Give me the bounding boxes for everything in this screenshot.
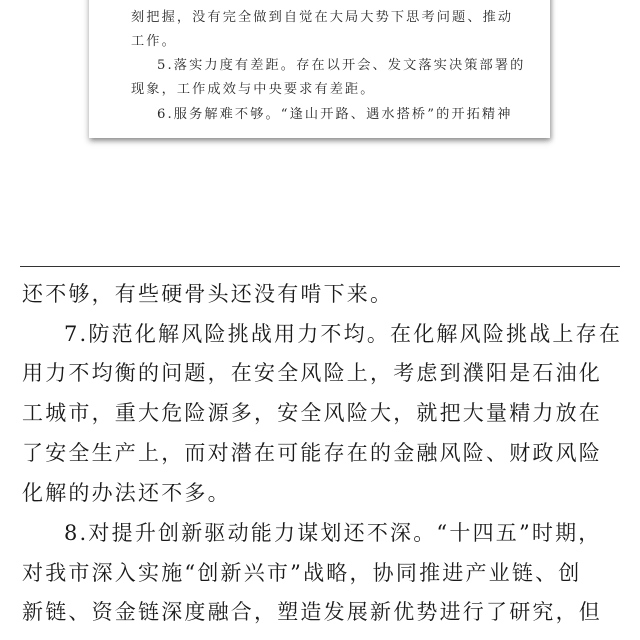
body-line-1: 还不够，有些硬骨头还没有啃下来。	[22, 282, 394, 306]
body-line-3: 用力不均衡的问题，在安全风险上，考虑到濮阳是石油化	[22, 361, 602, 385]
body-line-6: 化解的办法还不多。	[22, 481, 231, 505]
page-divider	[20, 266, 620, 267]
body-line-8: 对我市深入实施“创新兴市”战略，协同推进产业链、创	[22, 561, 582, 585]
preview-line-2: 刻把握，没有完全做到自觉在大局大势下思考问题、推动	[131, 10, 514, 25]
preview-line-1	[131, 0, 513, 2]
preview-line-4: 5.落实力度有差距。存在以开会、发文落实决策部署的	[157, 58, 526, 73]
body-line-5: 了安全生产上，而对潜在可能存在的金融风险、财政风险	[22, 441, 602, 465]
body-line-7: 8.对提升创新驱动能力谋划还不深。“十四五”时期，	[64, 521, 602, 545]
preview-line-5: 现象，工作成效与中央要求有差距。	[131, 82, 376, 97]
body-line-9: 新链、资金链深度融合，塑造发展新优势进行了研究，但	[22, 600, 602, 624]
preview-line-3: 工作。	[131, 34, 177, 49]
body-line-4: 工城市，重大危险源多，安全风险大，就把大量精力放在	[22, 401, 602, 425]
preview-line-6: 6.服务解难不够。“逢山开路、遇水搭桥”的开拓精神	[157, 107, 513, 122]
previous-page-preview	[89, 0, 550, 138]
body-line-2: 7.防范化解风险挑战用力不均。在化解风险挑战上存在	[64, 322, 623, 346]
